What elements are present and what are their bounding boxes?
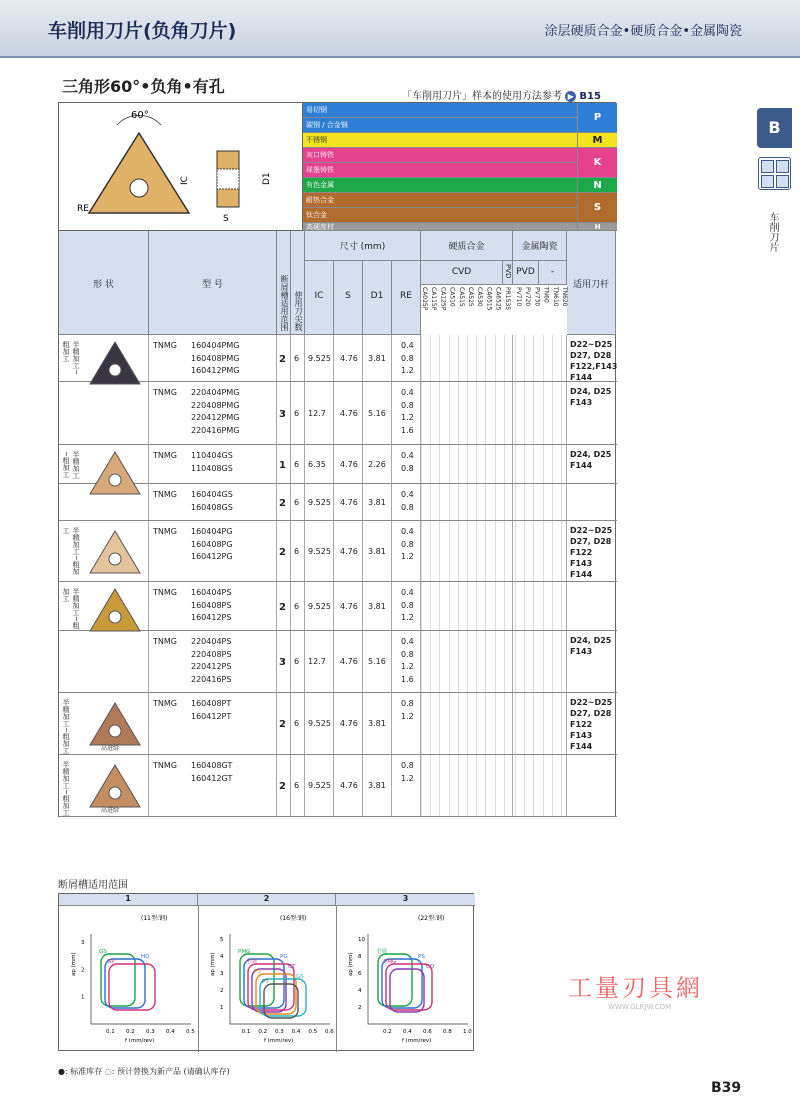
model-number: 220404PMG: [191, 388, 240, 397]
machining-label: 半精加工~粗加工: [62, 761, 70, 816]
s-value: 4.76: [340, 601, 358, 611]
grade-label: CA025P: [421, 287, 428, 311]
material-row: 易切钢: [303, 103, 577, 118]
s-value: 4.76: [340, 781, 358, 790]
curve-label: PS: [254, 969, 261, 975]
holder-header: 适用刀杆: [567, 231, 616, 335]
table-row: [59, 631, 617, 693]
re-value: 0.8: [401, 539, 414, 549]
model-number: 160408PS: [191, 600, 232, 610]
panel-number: 3: [336, 894, 475, 906]
machining-label: 半精加工~粗加工: [62, 527, 80, 575]
re-value: 1.2: [401, 662, 414, 671]
chip-breaker-graph: [348, 914, 472, 1044]
reference-page: B15: [579, 91, 601, 102]
re-value: 0.8: [401, 502, 414, 512]
side-label: 车削刀片: [767, 212, 778, 252]
material-row: 球墨铸铁: [303, 163, 577, 178]
machining-label: 半精加工~粗加工: [62, 588, 80, 629]
model-number: 160408PT: [191, 699, 232, 708]
edges-value: 6: [294, 497, 300, 507]
y-tick-label: 1: [81, 994, 85, 1001]
insert-image: [87, 762, 142, 810]
hard-alloy-header: 硬质合金: [421, 231, 513, 261]
d1-value: 3.81: [368, 353, 386, 363]
range-value: 2: [279, 546, 286, 558]
ic-value: 12.7: [308, 657, 326, 666]
re-label: RE: [77, 204, 89, 214]
re-value: 0.8: [401, 649, 414, 659]
machining-label: 半精加工~粗加工: [62, 451, 80, 479]
insert-caption: 高进给: [101, 745, 120, 752]
ic-value: 12.7: [308, 408, 326, 418]
model-number: 110404GS: [191, 451, 233, 460]
pvd-header: PVD: [503, 261, 513, 285]
model-number: 160408PG: [191, 539, 233, 549]
table-row: [59, 382, 617, 445]
x-tick-label: 0.3: [146, 1029, 155, 1035]
legend: ●: 标准库存 ◌: 预计替换为新产品 (请确认库存): [58, 1067, 230, 1076]
re-value: 1.2: [401, 366, 414, 375]
ic-value: 6.35: [308, 459, 326, 469]
x-tick-label: 0.2: [258, 1029, 268, 1035]
ic-header: IC: [305, 261, 334, 335]
table-row: [59, 582, 617, 631]
edges-value: 6: [294, 719, 300, 728]
curve-label: GT: [288, 964, 296, 970]
holder-value: D22~D25 D27, D28 F122,F143 F144: [570, 340, 618, 382]
grade-label: CA6515: [485, 287, 493, 311]
insert-image: [87, 339, 142, 387]
holder-value: D22~D25 D27, D28 F122 F143 F144: [570, 698, 613, 751]
chip-breaker-graph: [71, 914, 195, 1044]
watermark-url: WWW.GLRJW.COM: [608, 1003, 672, 1011]
grade-label: TN60: [542, 287, 550, 303]
model-prefix: TNMG: [153, 527, 177, 536]
ic-value: 9.525: [308, 497, 331, 507]
material-code: S: [577, 193, 617, 223]
model-prefix: TNMG: [153, 388, 177, 397]
angle-label: 60°: [131, 110, 149, 121]
y-axis-label: ap (mm): [71, 952, 77, 976]
s-value: 4.76: [340, 353, 358, 363]
x-tick-label: 0.8: [443, 1029, 452, 1035]
re-value: 1.2: [401, 773, 414, 783]
model-number: 220408PS: [191, 649, 232, 659]
s-value: 4.76: [340, 497, 358, 507]
model-number: 160408GT: [191, 761, 233, 770]
grade-label: PV720: [524, 287, 532, 307]
d1-value: 5.16: [368, 657, 386, 666]
holder-value: D24, D25 F143: [570, 636, 612, 656]
material-code: N: [577, 178, 617, 193]
range-value: 2: [279, 601, 286, 613]
y-tick-label: 10: [358, 937, 365, 944]
x-axis-label: f (mm/rev): [264, 1038, 294, 1044]
x-tick-label: 0.6: [325, 1029, 334, 1035]
x-tick-label: 0.4: [403, 1029, 412, 1035]
grade-label: TN620: [561, 287, 568, 307]
edges-value: 6: [294, 601, 300, 611]
machining-label: 半精加工~粗加工: [62, 699, 70, 754]
curve-label: GS: [296, 974, 304, 980]
x-tick-label: 0.5: [308, 1029, 318, 1035]
re-value: 1.6: [401, 674, 414, 684]
range-value: 3: [279, 408, 286, 420]
material-row: 钛合金: [303, 208, 577, 223]
model-number: 220408PMG: [191, 400, 240, 410]
panel-note: (11型:钢): [141, 915, 168, 922]
edges-value: 6: [294, 781, 300, 790]
d1-value: 2.26: [368, 459, 386, 469]
pvd2-header: PVD: [513, 261, 539, 285]
x-axis-label: f (mm/rev): [125, 1038, 155, 1044]
model-prefix: TNMG: [153, 341, 177, 350]
range-value: 2: [279, 353, 286, 365]
range-value: 3: [279, 657, 286, 668]
table-row: [59, 484, 617, 521]
re-value: 0.8: [401, 400, 414, 410]
watermark-logo: 工量刃具網: [568, 974, 703, 1002]
model-number: 160412GT: [191, 773, 233, 783]
range-value: 2: [279, 781, 286, 792]
material-code: H: [577, 223, 617, 231]
s-value: 4.76: [340, 657, 358, 666]
holder-value: D22~D25 D27, D28 F122 F143 F144: [570, 526, 613, 579]
x-tick-label: 0.4: [166, 1029, 175, 1035]
model-number: 160404GS: [191, 490, 233, 499]
curve-label: PS: [418, 954, 425, 960]
re-value: 0.8: [401, 699, 414, 708]
page-number: B39: [711, 1080, 742, 1096]
edges-value: 6: [294, 546, 300, 556]
machining-label: 半精加工~粗加工: [62, 341, 80, 375]
re-value: 1.2: [401, 613, 414, 622]
re-header: RE: [392, 261, 421, 335]
y-tick-label: 6: [358, 971, 362, 978]
material-row: 碳钢 / 合金钢: [303, 118, 577, 133]
x-tick-label: 0.4: [291, 1029, 301, 1035]
insert-category-icon: [758, 157, 791, 190]
edges-value: 6: [294, 459, 300, 469]
s-header: S: [334, 261, 363, 335]
model-number: 220404PS: [191, 637, 232, 646]
model-number: 160408GS: [191, 502, 233, 512]
panel-note: (22型:钢): [418, 915, 445, 922]
grade-label: CA115P: [430, 287, 438, 311]
grade-label: CA525: [467, 287, 474, 307]
chip-breaker-graph: [210, 914, 334, 1044]
material-code: P: [577, 103, 617, 133]
model-prefix: TNMG: [153, 699, 177, 708]
grade-label: PR1535: [503, 287, 511, 311]
chip-breaker-title: 断屑槽适用范围: [58, 880, 128, 891]
model-number: 220416PS: [191, 674, 232, 684]
model-number: 160412PMG: [191, 366, 240, 375]
y-tick-label: 4: [220, 954, 224, 961]
x-tick-label: 0.1: [241, 1029, 251, 1035]
insert-image: [87, 528, 142, 576]
panel-number: 1: [59, 894, 198, 906]
model-prefix: TNMG: [153, 761, 177, 770]
material-code: K: [577, 148, 617, 178]
page-title: 车削用刀片(负角刀片): [48, 20, 237, 42]
ic-label: IC: [180, 176, 190, 185]
ic-value: 9.525: [308, 353, 331, 363]
material-row: 有色金属: [303, 178, 577, 193]
curve-label: PMG: [384, 959, 397, 965]
page-subtitle: 涂层硬质合金•硬质合金•金属陶瓷: [544, 24, 742, 39]
edges-header: 使用刀尖数: [291, 231, 305, 335]
material-row: 高硬度材: [303, 223, 577, 231]
grade-label: CA6525: [494, 287, 502, 311]
insert-table: [58, 102, 616, 817]
edges-value: 6: [294, 353, 300, 363]
range-value: 2: [279, 719, 286, 730]
x-axis-label: f (mm/rev): [402, 1038, 432, 1044]
model-number: 160404PS: [191, 588, 232, 597]
re-value: 0.8: [401, 353, 414, 363]
panel-note: (16型:钢): [280, 915, 307, 922]
panel-number: 2: [198, 894, 336, 906]
range-value: 1: [279, 459, 286, 471]
cermet-header: 金属陶瓷: [513, 231, 567, 261]
holder-value: D24, D25 F143: [570, 387, 612, 407]
material-row: 耐热合金: [303, 193, 577, 208]
s-value: 4.76: [340, 719, 358, 728]
d1-value: 3.81: [368, 601, 386, 611]
model-number: 220416PMG: [191, 425, 240, 435]
section-tab[interactable]: B: [757, 108, 792, 148]
dims-header: 尺寸 (mm): [305, 231, 421, 261]
re-value: 0.4: [401, 527, 414, 536]
re-value: 0.8: [401, 761, 414, 770]
re-value: 1.2: [401, 413, 414, 422]
d1-value: 3.81: [368, 546, 386, 556]
reference-text: 「车削用刀片」样本的使用方法参考: [402, 91, 562, 102]
model-prefix: TNMG: [153, 451, 177, 460]
edges-value: 6: [294, 657, 300, 666]
model-number: 220412PS: [191, 662, 232, 671]
arrow-right-icon: ▶: [565, 91, 576, 102]
material-row: 不锈钢: [303, 133, 577, 148]
curve-label: 全周: [246, 959, 258, 965]
curve-label: PT: [262, 979, 269, 985]
d1-value: 3.81: [368, 719, 386, 728]
material-row: 灰口铸铁: [303, 148, 577, 163]
insert-image: [87, 586, 142, 634]
curve-label: GS: [99, 949, 107, 955]
re-value: 0.4: [401, 451, 414, 460]
re-value: 1.2: [401, 711, 414, 721]
grade-label: TN610: [551, 287, 559, 307]
re-value: 0.8: [401, 600, 414, 610]
table-row: [59, 693, 617, 755]
insert-diagram: [59, 103, 303, 231]
shape-header: 形 状: [59, 231, 149, 335]
curve-label: 全周: [376, 949, 388, 955]
ic-value: 9.525: [308, 719, 331, 728]
range-value: 2: [279, 497, 286, 509]
ic-value: 9.525: [308, 546, 331, 556]
x-tick-label: 0.5: [186, 1029, 195, 1035]
re-value: 1.6: [401, 425, 414, 435]
grade-label: CA515: [457, 287, 465, 307]
model-number: 160412PS: [191, 613, 232, 622]
grade-label: CA510: [448, 287, 456, 307]
grade-label: CA530: [476, 287, 484, 307]
re-value: 0.4: [401, 588, 414, 597]
y-tick-label: 8: [358, 954, 362, 961]
table-row: [59, 445, 617, 484]
y-tick-label: 3: [81, 940, 85, 947]
curve-label: PMG: [238, 949, 251, 955]
model-number: 160408PMG: [191, 353, 240, 363]
table-row: [59, 755, 617, 817]
insert-drawing: [59, 103, 303, 231]
re-value: 0.4: [401, 388, 414, 397]
model-number: 160412PT: [191, 711, 232, 721]
d1-header: D1: [363, 261, 392, 335]
x-tick-label: 1.0: [463, 1029, 472, 1035]
table-row: [59, 521, 617, 582]
insert-image: [87, 700, 142, 748]
x-tick-label: 0.1: [106, 1029, 115, 1035]
page-header: [0, 0, 800, 58]
model-number: 160404PG: [191, 527, 233, 536]
model-number: 160412PG: [191, 552, 233, 561]
chip-breaker-graphs: [59, 894, 475, 1052]
re-value: 1.2: [401, 552, 414, 561]
y-tick-label: 2: [220, 988, 224, 995]
dash-header: -: [539, 261, 567, 285]
y-tick-label: 1: [220, 1005, 224, 1012]
s-label: S: [223, 214, 229, 224]
y-axis-label: ap (mm): [210, 952, 216, 976]
d1-value: 5.16: [368, 408, 386, 418]
x-tick-label: 0.3: [275, 1029, 284, 1035]
cvd-header: CVD: [421, 261, 503, 285]
chip-range-header: 断屑槽适用范围: [277, 231, 291, 335]
x-tick-label: 0.2: [383, 1029, 392, 1035]
s-value: 4.76: [340, 408, 358, 418]
curve-label: PG: [280, 954, 288, 960]
grade-label: CA125P: [439, 287, 447, 311]
y-axis-label: ap (mm): [348, 952, 354, 976]
holder-value: D24, D25 F144: [570, 450, 612, 470]
chip-breaker-table: [58, 893, 474, 1051]
re-value: 0.4: [401, 637, 414, 646]
table-row: [59, 335, 617, 382]
grade-label: PV710: [515, 287, 522, 307]
section-title: 三角形60°•负角•有孔: [62, 77, 225, 96]
range-curve: [109, 964, 155, 1010]
y-tick-label: 2: [81, 967, 85, 974]
y-tick-label: 2: [358, 1005, 362, 1012]
s-value: 4.76: [340, 546, 358, 556]
insert-caption: 高进给: [101, 807, 120, 814]
model-number: 220412PMG: [191, 413, 240, 422]
d1-value: 3.81: [368, 497, 386, 507]
model-number: 160404PMG: [191, 341, 240, 350]
model-prefix: TNMG: [153, 588, 177, 597]
y-tick-label: 5: [220, 937, 224, 944]
d1-label: D1: [262, 172, 272, 185]
ic-value: 9.525: [308, 601, 331, 611]
model-header: 型 号: [149, 231, 277, 335]
x-tick-label: 0.2: [126, 1029, 135, 1035]
re-value: 0.8: [401, 463, 414, 473]
curve-label: GP: [107, 959, 115, 965]
curve-label: HQ: [141, 954, 150, 960]
x-tick-label: 0.6: [423, 1029, 432, 1035]
y-tick-label: 4: [358, 988, 362, 995]
ic-value: 9.525: [308, 781, 331, 790]
y-tick-label: 3: [220, 971, 224, 978]
model-prefix: TNMG: [153, 490, 177, 499]
model-prefix: TNMG: [153, 637, 177, 646]
reference-note[interactable]: [402, 87, 601, 102]
material-code: M: [577, 133, 617, 148]
curve-label: CQ: [426, 964, 435, 970]
d1-value: 3.81: [368, 781, 386, 790]
re-value: 0.4: [401, 341, 414, 350]
edges-value: 6: [294, 408, 300, 418]
model-number: 110408GS: [191, 463, 233, 473]
s-value: 4.76: [340, 459, 358, 469]
grade-label: PV730: [533, 287, 541, 307]
re-value: 0.4: [401, 490, 414, 499]
